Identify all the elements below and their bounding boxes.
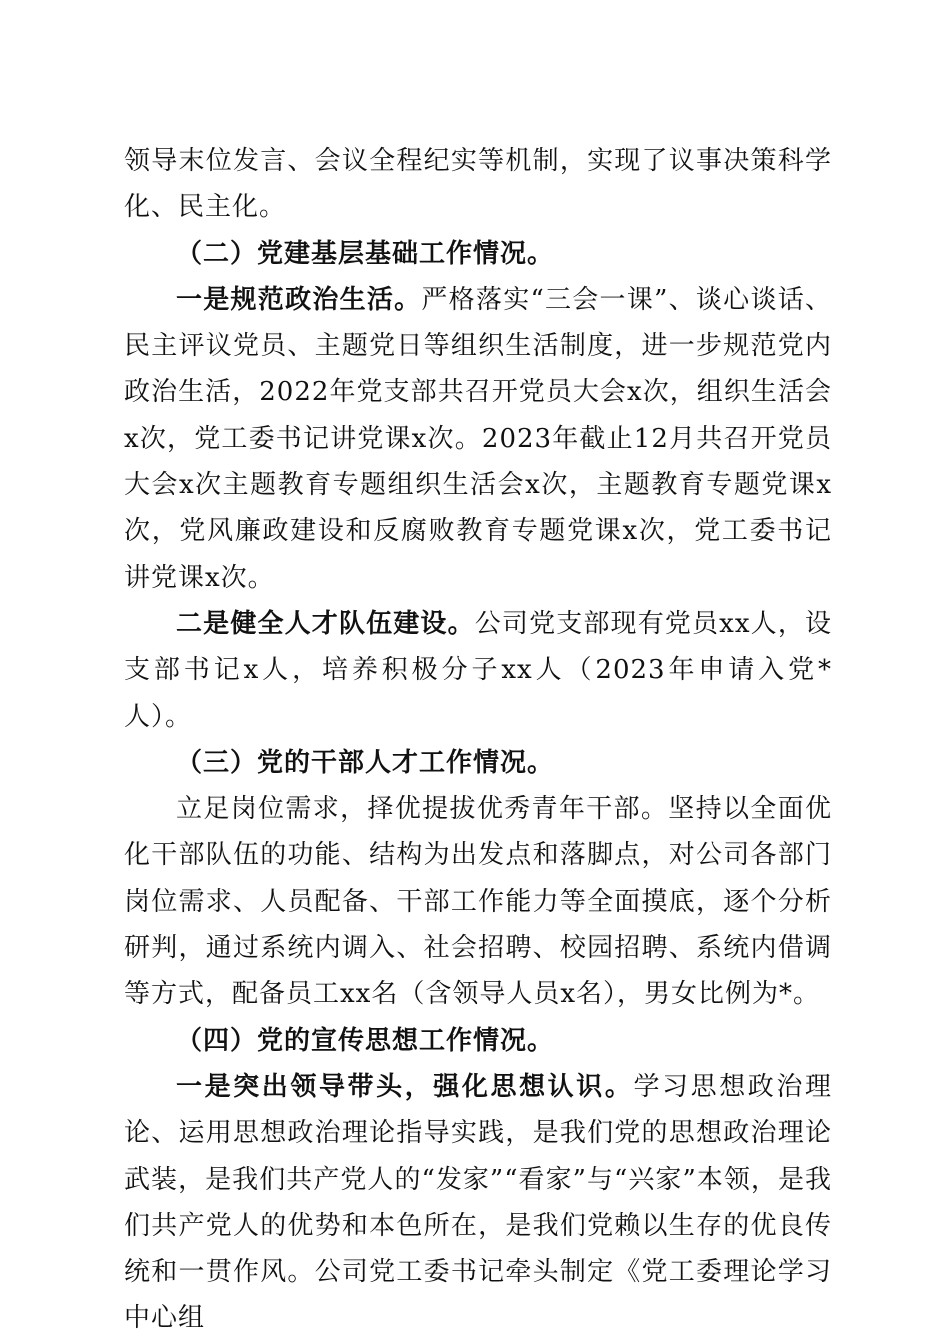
paragraph-cadre-selection [124, 786, 832, 1017]
paragraph-political-life [124, 277, 832, 601]
section-heading-4 [124, 1018, 832, 1064]
paragraph-text: 学习思想政治理论、运用思想政治理论指导实践，是我们党的思想政治理论武装，是我们共产党人的“发家”“看家”与“兴家”本领，是我们共产党人的优势和本色所在，是我们党赖以生存的优良传统和一贯作风。公司党工委书记牵头制定《党工委理论学习中心组 [124, 1071, 832, 1334]
paragraph-text: 立足岗位需求，择优提拔优秀青年干部。坚持以全面优化干部队伍的功能、结构为出发点和落脚点，对公司各部门岗位需求、人员配备、干部工作能力等全面摸底，逐个分析研判，通过系统内调入、社会招聘、校园招聘、系统内借调等方式，配备员工xx名（含领导人员x名），男女比例为*。 [124, 794, 832, 1010]
paragraph-lead: 一是规范政治生活。 [176, 284, 422, 315]
paragraph-lead: 一是突出领导带头，强化思想认识。 [176, 1071, 634, 1102]
document-body [124, 138, 832, 1342]
heading-text: （三）党的干部人才工作情况。 [176, 747, 555, 778]
section-heading-3 [124, 740, 832, 786]
heading-text: （二）党建基层基础工作情况。 [176, 238, 555, 269]
paragraph-text: 公司党支部现有党员xx人，设支部书记x人，培养积极分子xx人（2023年申请入党*人）。 [124, 608, 832, 732]
paragraph-text: 领导末位发言、会议全程纪实等机制，实现了议事决策科学化、民主化。 [124, 146, 832, 223]
section-heading-2 [124, 231, 832, 277]
paragraph-continuation [124, 138, 832, 231]
heading-text: （四）党的宣传思想工作情况。 [176, 1025, 555, 1056]
paragraph-lead: 二是健全人才队伍建设。 [176, 608, 475, 639]
paragraph-leadership-example [124, 1064, 832, 1342]
paragraph-text: 严格落实“三会一课”、谈心谈话、民主评议党员、主题党日等组织生活制度，进一步规范党内政治生活，2022年党支部共召开党员大会x次，组织生活会x次，党工委书记讲党课x次。2023年截止12月共召开党员大会x次主题教育专题组织生活会x次，主题教育专题党课x次，党风廉政建设和反腐败教育专题党课x次，党工委书记讲党课x次。 [124, 284, 832, 593]
paragraph-talent-team [124, 601, 832, 740]
